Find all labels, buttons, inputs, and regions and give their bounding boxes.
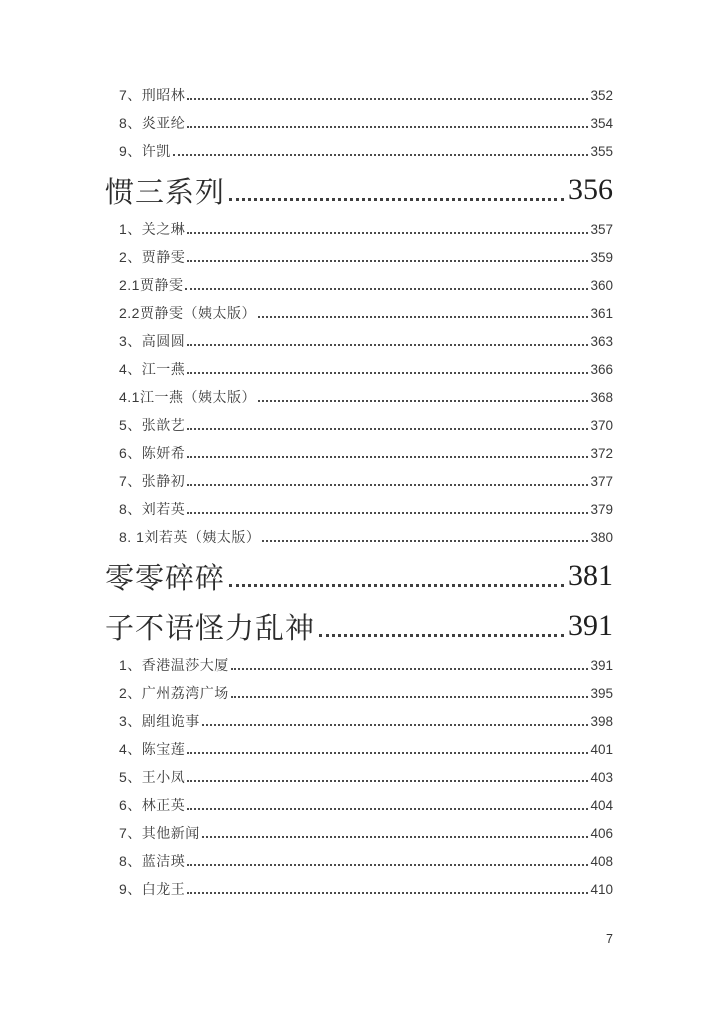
dot-leader — [187, 126, 588, 128]
toc-entry-label: 6、林正英 — [119, 797, 186, 813]
dot-leader — [187, 232, 588, 234]
dot-leader — [187, 808, 588, 810]
toc-entry-label: 7、张静初 — [119, 473, 186, 489]
toc-entry-page: 395 — [590, 685, 613, 701]
toc-entry-label: 5、王小凤 — [119, 769, 186, 785]
dot-leader — [185, 288, 588, 290]
toc-entry-page: 370 — [590, 417, 613, 433]
toc-entry-item — [105, 81, 613, 109]
dot-leader — [173, 154, 589, 156]
table-of-contents — [105, 81, 613, 903]
dot-leader — [187, 428, 588, 430]
toc-entry-page: 356 — [568, 173, 613, 206]
toc-entry-item — [105, 327, 613, 355]
dot-leader — [187, 98, 588, 100]
toc-entry-label: 8. 1刘若英（姨太版） — [119, 529, 261, 545]
toc-entry-label: 2、贾静雯 — [119, 249, 186, 265]
toc-entry-label: 2.2贾静雯（姨太版） — [119, 305, 256, 321]
toc-entry-label: 7、刑昭林 — [119, 87, 186, 103]
toc-entry-label: 子不语怪力乱神 — [105, 612, 316, 645]
toc-entry-page: 355 — [590, 143, 613, 159]
toc-entry-page: 379 — [590, 501, 613, 517]
toc-entry-page: 401 — [590, 741, 613, 757]
toc-entry-page: 357 — [590, 221, 613, 237]
dot-leader — [187, 864, 588, 866]
toc-entry-item — [105, 735, 613, 763]
toc-entry-label: 8、炎亚纶 — [119, 115, 186, 131]
toc-entry-item — [105, 109, 613, 137]
toc-entry-item — [105, 299, 613, 327]
toc-entry-label: 4、江一燕 — [119, 361, 186, 377]
dot-leader — [187, 344, 588, 346]
toc-entry-label: 零零碎碎 — [105, 562, 226, 595]
toc-entry-page: 361 — [590, 305, 613, 321]
toc-entry-item — [105, 439, 613, 467]
dot-leader — [187, 372, 588, 374]
toc-entry-item — [105, 707, 613, 735]
dot-leader — [262, 540, 588, 542]
toc-entry-item — [105, 847, 613, 875]
dot-leader — [187, 456, 588, 458]
toc-entry-page: 391 — [568, 609, 613, 642]
toc-entry-page: 360 — [590, 277, 613, 293]
toc-entry-label: 9、白龙王 — [119, 881, 186, 897]
dot-leader — [231, 696, 589, 698]
toc-entry-page: 368 — [590, 389, 613, 405]
dot-leader — [187, 892, 588, 894]
dot-leader — [187, 260, 588, 262]
toc-entry-page: 377 — [590, 473, 613, 489]
dot-leader — [187, 484, 588, 486]
dot-leader — [231, 668, 589, 670]
toc-entry-page: 391 — [590, 657, 613, 673]
toc-entry-page: 403 — [590, 769, 613, 785]
toc-entry-label: 9、许凯 — [119, 143, 171, 159]
toc-entry-page: 398 — [590, 713, 613, 729]
toc-entry-item — [105, 137, 613, 165]
toc-entry-item — [105, 679, 613, 707]
dot-leader — [202, 724, 589, 726]
dot-leader — [187, 780, 588, 782]
toc-entry-label: 5、张歆艺 — [119, 417, 186, 433]
toc-entry-page: 366 — [590, 361, 613, 377]
toc-entry-label: 7、其他新闻 — [119, 825, 200, 841]
toc-entry-heading — [105, 165, 613, 215]
toc-entry-label: 4、陈宝莲 — [119, 741, 186, 757]
toc-entry-item — [105, 819, 613, 847]
toc-entry-item — [105, 411, 613, 439]
toc-entry-item — [105, 791, 613, 819]
dot-leader — [229, 198, 564, 201]
dot-leader — [258, 316, 589, 318]
dot-leader — [187, 752, 588, 754]
toc-entry-label: 惯三系列 — [105, 176, 226, 209]
toc-entry-label: 3、剧组诡事 — [119, 713, 200, 729]
toc-entry-item — [105, 651, 613, 679]
toc-entry-item — [105, 215, 613, 243]
toc-entry-label: 8、刘若英 — [119, 501, 186, 517]
toc-entry-page: 404 — [590, 797, 613, 813]
toc-entry-label: 2、广州荔湾广场 — [119, 685, 229, 701]
toc-entry-page: 363 — [590, 333, 613, 349]
toc-entry-page: 381 — [568, 559, 613, 592]
toc-entry-item — [105, 243, 613, 271]
toc-entry-page: 372 — [590, 445, 613, 461]
toc-entry-label: 4.1江一燕（姨太版） — [119, 389, 256, 405]
toc-entry-label: 8、蓝洁瑛 — [119, 853, 186, 869]
page-number: 7 — [606, 932, 613, 946]
toc-entry-label: 6、陈妍希 — [119, 445, 186, 461]
toc-entry-page: 354 — [590, 115, 613, 131]
toc-entry-label: 2.1贾静雯 — [119, 277, 184, 293]
toc-entry-label: 1、香港温莎大厦 — [119, 657, 229, 673]
toc-entry-item — [105, 355, 613, 383]
toc-entry-page: 408 — [590, 853, 613, 869]
dot-leader — [187, 512, 588, 514]
toc-entry-page: 352 — [590, 87, 613, 103]
toc-entry-page: 406 — [590, 825, 613, 841]
toc-entry-heading — [105, 551, 613, 601]
toc-entry-item — [105, 467, 613, 495]
toc-entry-label: 1、关之琳 — [119, 221, 186, 237]
dot-leader — [229, 584, 564, 587]
dot-leader — [319, 634, 564, 637]
toc-entry-item — [105, 495, 613, 523]
toc-entry-item — [105, 875, 613, 903]
toc-entry-item — [105, 271, 613, 299]
dot-leader — [258, 400, 589, 402]
toc-entry-item — [105, 763, 613, 791]
toc-entry-page: 380 — [590, 529, 613, 545]
toc-entry-page: 359 — [590, 249, 613, 265]
toc-entry-heading — [105, 601, 613, 651]
toc-entry-item — [105, 383, 613, 411]
toc-entry-item — [105, 523, 613, 551]
toc-entry-page: 410 — [590, 881, 613, 897]
dot-leader — [202, 836, 589, 838]
toc-entry-label: 3、高圆圆 — [119, 333, 186, 349]
